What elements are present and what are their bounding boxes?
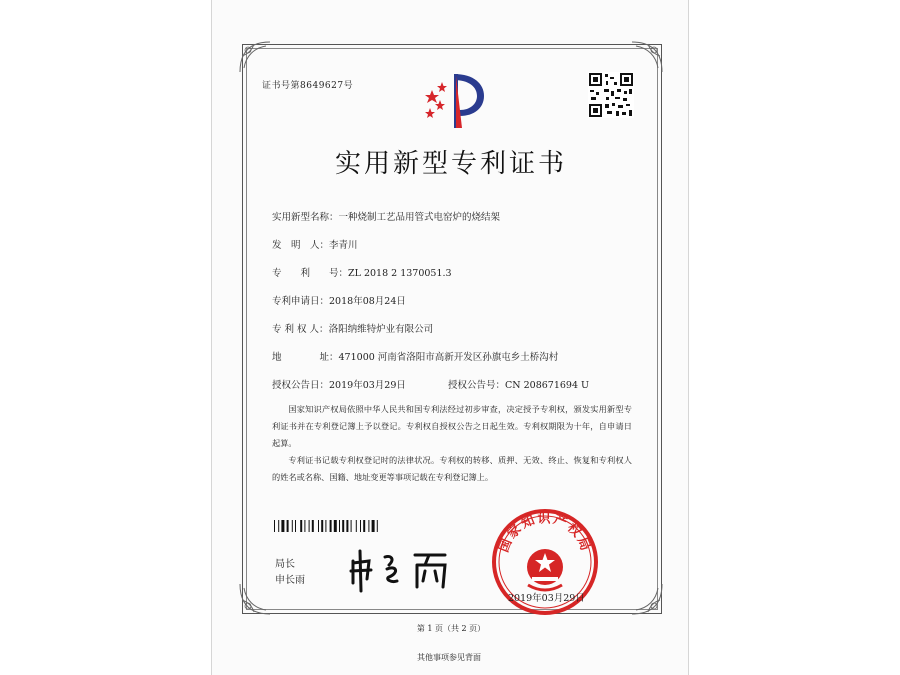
certificate-number-label: 证书号第	[262, 81, 301, 91]
filing-date-label: 专利申请日：	[272, 296, 330, 307]
grant-date-label: 授权公告日：	[272, 380, 330, 391]
filing-date-row	[272, 293, 406, 307]
cnipa-logo-icon	[418, 68, 488, 130]
patent-number-value: ZL 2018 2 1370051.3	[348, 268, 452, 279]
address-value: 471000 河南省洛阳市高新开发区孙旗屯乡土桥沟村	[338, 352, 559, 363]
legal-paragraph-1: 国家知识产权局依照中华人民共和国专利法经过初步审查，决定授予专利权，颁发实用新型专利证书并在专利登记簿上予以登记。专利权自授权公告之日起生效。专利权期限为十年，自申请日起算。	[272, 404, 632, 448]
certificate-number	[262, 78, 353, 91]
address-label: 地 址：	[272, 352, 339, 363]
address-row	[272, 349, 558, 363]
filing-date-value: 2018年08月24日	[329, 296, 406, 307]
signatory-role: 局长	[275, 559, 295, 570]
inventor-label: 发 明 人：	[272, 240, 330, 251]
handwritten-signature	[345, 543, 465, 593]
patent-number-label: 专 利 号：	[272, 268, 349, 279]
legal-paragraph-2: 专利证书记载专利权登记时的法律状况。专利权的转移、质押、无效、终止、恢复和专利权人的姓名或名称、国籍、地址变更等事项记载在专利登记簿上。	[272, 455, 632, 482]
seal-date: 2019年03月29日	[508, 593, 585, 604]
grant-date-row	[272, 377, 406, 391]
grant-number-label: 授权公告号：	[448, 380, 506, 391]
grant-number-value: CN 208671694 U	[505, 380, 590, 391]
certificate-title: 实用新型专利证书	[334, 149, 567, 179]
signatory-name: 申长雨	[275, 575, 305, 586]
legal-statement	[272, 401, 632, 486]
grant-number-row	[448, 377, 589, 391]
corner-ornament-icon	[238, 582, 272, 616]
svg-text:国家知识产权局: 国家知识产权局	[496, 511, 594, 555]
qr-code-icon	[588, 72, 634, 118]
inventor-value: 李青川	[329, 240, 358, 251]
utility-name-label: 实用新型名称：	[272, 212, 339, 223]
inventor-row	[272, 237, 358, 251]
patentee-label: 专 利 权 人：	[272, 324, 329, 335]
corner-ornament-icon	[238, 40, 272, 74]
grant-date-value: 2019年03月29日	[329, 380, 406, 391]
utility-name-value: 一种烧制工艺品用管式电窑炉的烧结架	[338, 212, 501, 223]
page-indicator: 第 1 页（共 2 页）	[416, 624, 486, 633]
footer-note: 其他事项参见背面	[417, 653, 481, 662]
patentee-row	[272, 321, 433, 335]
certificate-number-suffix: 号	[343, 81, 354, 91]
utility-name-row	[272, 209, 500, 223]
signatory	[275, 557, 305, 589]
certificate-number-value: 8649627	[300, 81, 344, 91]
patentee-value: 洛阳纳维特炉业有限公司	[328, 324, 434, 335]
corner-ornament-icon	[630, 40, 664, 74]
patent-number-row	[272, 265, 452, 279]
barcode-icon	[274, 520, 412, 532]
corner-ornament-icon	[630, 582, 664, 616]
